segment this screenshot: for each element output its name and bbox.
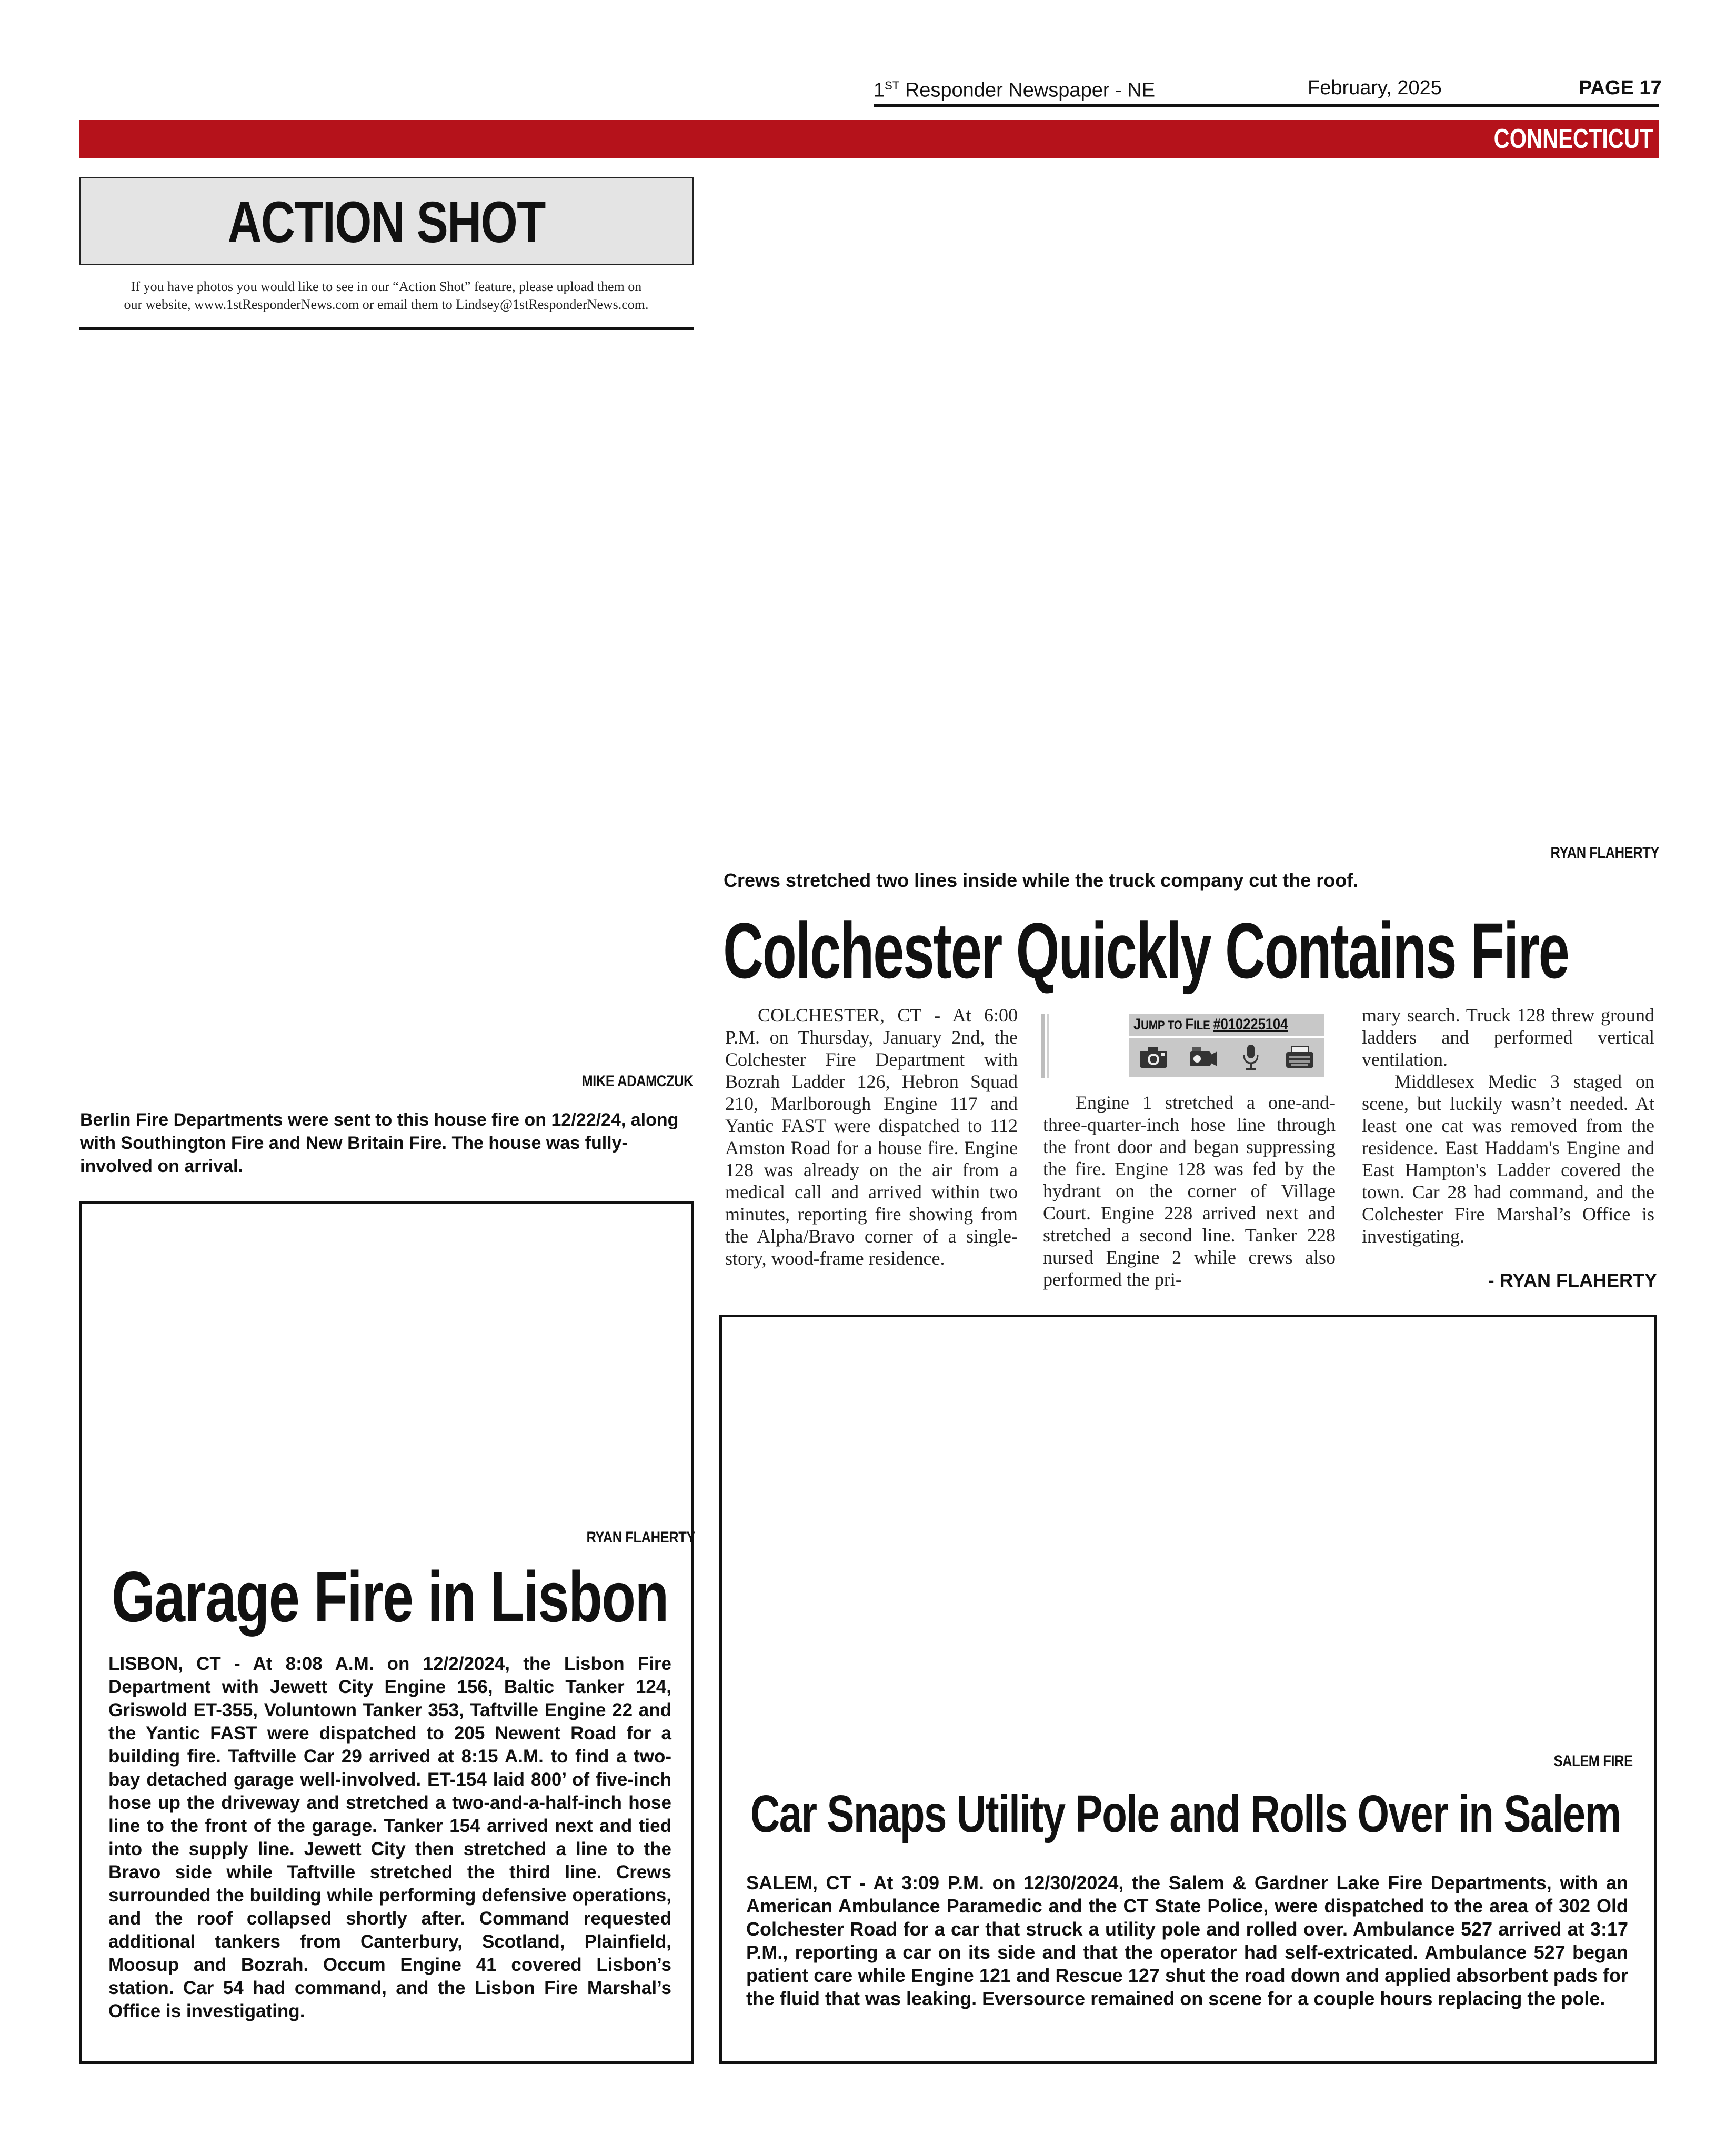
article-paragraph: mary search. Truck 128 threw ground ladders and performed vertical ventilation.	[1362, 1005, 1654, 1070]
header-rule	[874, 104, 1659, 107]
article-paragraph: COLCHESTER, CT - At 6:00 P.M. on Thursday, January 2nd, the Colchester Fire Department with Bozrah Ladder 126, Hebron Squad 210, Marlborough Engine 117 and Yantic FAST were dispatched to 112 Amston Road for a house fire. Engine 128 was already on the air from a medical call and arrived within two minutes, reporting fire showing from the Alpha/Bravo corner of a single-story, wood-frame residence.	[725, 1005, 1018, 1269]
action-shot-note	[79, 278, 694, 314]
jump-divider	[1041, 1014, 1045, 1078]
photo-credit: SALEM FIRE	[1553, 1752, 1633, 1770]
camera-icon[interactable]	[1138, 1043, 1169, 1071]
section-label: CONNECTICUT	[1493, 124, 1653, 154]
article-column	[725, 1004, 1018, 1269]
page-number: PAGE 17	[1579, 77, 1662, 99]
newspaper-name: 1ST Responder Newspaper - NE	[874, 79, 1156, 102]
photo-credit: RYAN FLAHERTY	[1550, 844, 1659, 861]
action-shot-banner	[79, 177, 694, 265]
typewriter-icon[interactable]	[1284, 1043, 1316, 1071]
article-headline: Garage Fire in Lisbon	[112, 1557, 668, 1637]
article-body: LISBON, CT - At 8:08 A.M. on 12/2/2024, the Lisbon Fire Department with Jewett City Engine 156, Baltic Tanker 124, Griswold ET-355, Voluntown Tanker 353, Taftville Engine 22 and the Yantic FAST were dispatched to 205 Newent Road for a building fire. Taftville Car 29 arrived at 8:15 A.M. to find a two-bay detached garage well-involved. ET-154 laid 800’ of five-inch hose up the driveway and stretched a two-and-a-half-inch hose line to the front of the garage. Tanker 154 arrived next and tied into the supply line. Jewett City then stretched a line to the Bravo side while Taftville stretched the third line. Crews surrounded the building while performing defensive operations, and the roof collapsed shortly after. Command requested additional tankers from Canterbury, Scotland, Plainfield, Moosup and Bozrah. Occum Engine 41 covered Lisbon’s station. Car 54 had command, and the Lisbon Fire Marshal’s Office is investigating.	[108, 1654, 671, 2021]
action-shot-note-line: If you have photos you would like to see in our “Action Shot” feature, please upload them on	[131, 279, 642, 294]
article-headline: Car Snaps Utility Pole and Rolls Over in Salem	[750, 1785, 1621, 1844]
photo-caption: Berlin Fire Departments were sent to this house fire on 12/22/24, along with Southington Fire and New Britain Fire. The house was fully-involved on arrival.	[80, 1110, 679, 1176]
microphone-icon[interactable]	[1235, 1043, 1267, 1071]
section-band	[79, 120, 1659, 158]
jump-divider	[1047, 1014, 1049, 1078]
article-paragraph: Engine 1 stretched a one-and-three-quarter-inch hose line through the front door and began suppressing the fire. Engine 128 was fed by the hydrant on the corner of Village Court. Engine 228 arrived next and stretched a second line. Tanker 228 nursed Engine 2 while crews also performed the pri-	[1043, 1092, 1336, 1290]
jump-file-number: #010225104	[1213, 1016, 1288, 1033]
article-column	[1043, 1091, 1336, 1290]
jump-to-file-label[interactable]: JUMP TO FILE #010225104	[1133, 1016, 1288, 1033]
issue-date: February, 2025	[1308, 77, 1442, 99]
photo-caption: Crews stretched two lines inside while the truck company cut the roof.	[724, 869, 1359, 891]
video-camera-icon[interactable]	[1187, 1043, 1218, 1071]
jump-icons-row	[1129, 1038, 1324, 1077]
action-shot-title: ACTION SHOT	[227, 190, 545, 255]
article-paragraph: Middlesex Medic 3 staged on scene, but luckily wasn’t needed. At least one cat was removed from the residence. East Haddam's Engine and East Hampton's Ladder covered the town. Car 28 had command, and the Colchester Fire Marshal’s Office is investigating.	[1362, 1071, 1654, 1247]
article-signature: - RYAN FLAHERTY	[1488, 1269, 1657, 1291]
article-column	[1362, 1004, 1654, 1247]
article-headline: Colchester Quickly Contains Fire	[723, 906, 1569, 995]
action-shot-note-line: our website, www.1stResponderNews.com or email them to Lindsey@1stResponderNews.com.	[124, 297, 649, 312]
jump-to-file-widget[interactable]	[1041, 1009, 1336, 1078]
photo-credit: MIKE ADAMCZUK	[581, 1073, 693, 1090]
section-rule	[79, 327, 694, 330]
photo-credit: RYAN FLAHERTY	[586, 1529, 695, 1546]
article-body: SALEM, CT - At 3:09 P.M. on 12/30/2024, the Salem & Gardner Lake Fire Departments, with an American Ambulance Paramedic and the CT State Police, were dispatched to the area of 302 Old Colchester Road for a car that struck a utility pole and rolled over. Ambulance 527 arrived at 3:17 P.M., reporting a car on its side and that the operator had self-extricated. Ambulance 527 began patient care while Engine 121 and Rescue 127 shut the road down and applied absorbent pads for the fluid that was leaking. Eversource remained on scene for a couple hours replacing the pole.	[746, 1872, 1628, 2009]
